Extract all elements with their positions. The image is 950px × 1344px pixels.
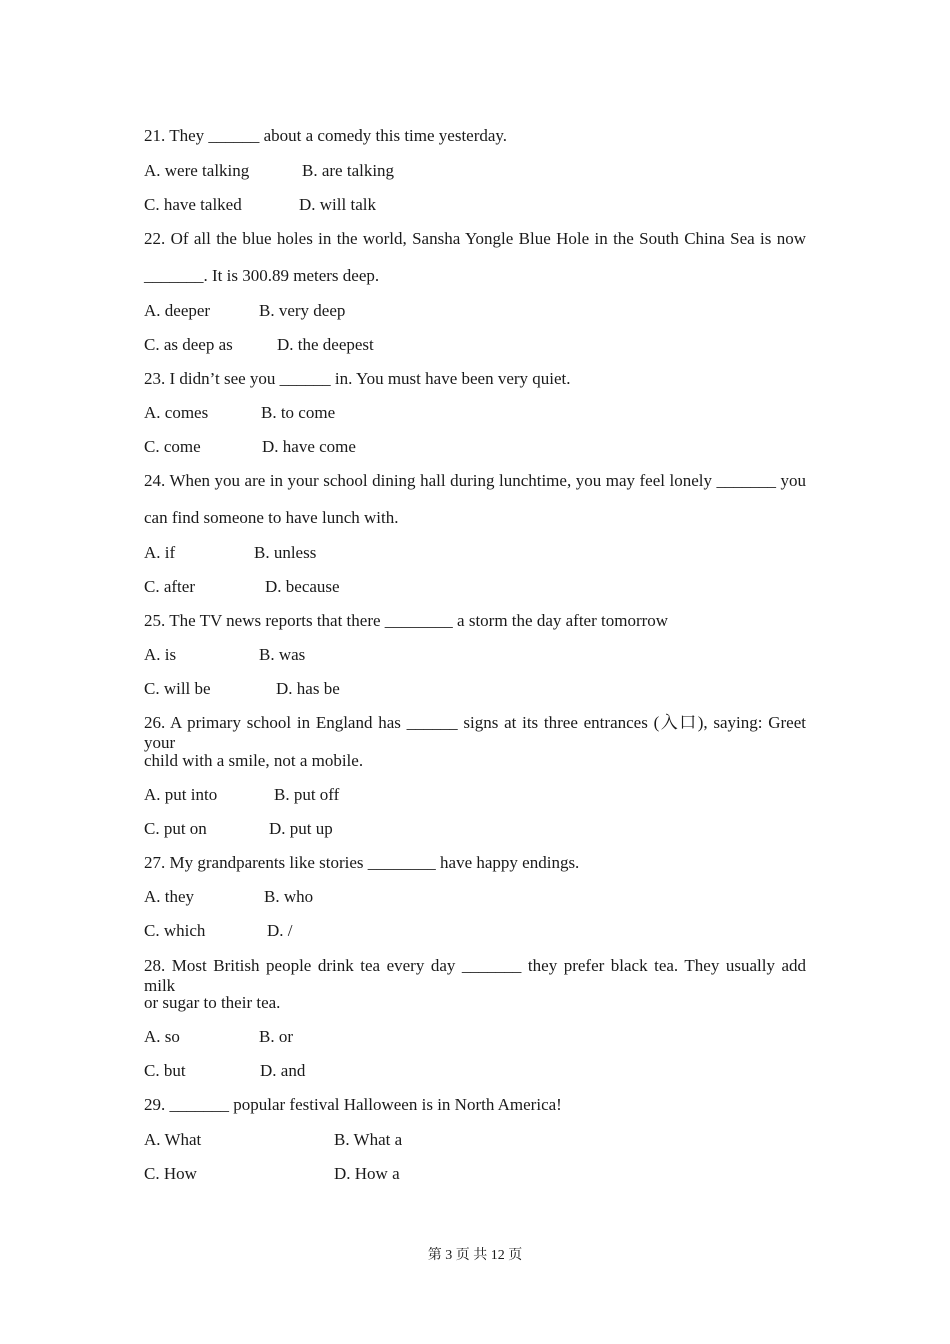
question-22-options-row-1 [144,301,346,321]
question-24-stem-line-1: 24. When you are in your school dining hall during lunchtime, you may feel lonely _______ you [144,471,806,490]
question-23-options-row-2 [144,437,356,457]
question-26-options-row-2 [144,819,333,839]
question-28-options-row-1 [144,1027,293,1047]
question-25-option-d: D. has be [276,679,340,698]
question-21-option-a: A. were talking [144,161,250,180]
question-27-option-c: C. which [144,921,206,940]
question-26-stem-line-2: child with a smile, not a mobile. [144,751,364,770]
question-21-options-row-1 [144,161,395,181]
question-22-option-b: B. very deep [259,301,346,320]
question-26-options-row-1 [144,785,340,805]
question-21-option-d: D. will talk [299,195,376,214]
question-24-stem-line-2: can find someone to have lunch with. [144,508,399,527]
question-24-option-b: B. unless [254,543,317,562]
question-25-stem: 25. The TV news reports that there ________ a storm the day after tomorrow [144,611,669,630]
question-22-option-d: D. the deepest [277,335,374,354]
question-25-options-row-2 [144,679,340,699]
question-26-option-c: C. put on [144,819,207,838]
question-28-option-b: B. or [259,1027,293,1046]
question-28-option-d: D. and [260,1061,306,1080]
question-29-option-c: C. How [144,1164,197,1183]
question-21-option-b: B. are talking [302,161,395,180]
question-22-option-a: A. deeper [144,301,211,320]
question-23-options-row-1 [144,403,336,423]
question-28-option-a: A. so [144,1027,180,1046]
question-29-options-row-2 [144,1164,400,1184]
question-23-option-b: B. to come [261,403,336,422]
question-22-option-c: C. as deep as [144,335,233,354]
question-22-options-row-2 [144,335,374,355]
question-27-options-row-2 [144,921,293,941]
question-24-option-c: C. after [144,577,195,596]
question-25-option-a: A. is [144,645,177,664]
question-24-options-row-1 [144,543,317,563]
page-footer: 第 3 页 共 12 页 [427,1248,523,1263]
question-22-stem-line-1: 22. Of all the blue holes in the world, Sansha Yongle Blue Hole in the South China Sea is now [144,229,806,248]
question-27-stem: 27. My grandparents like stories ________ have happy endings. [144,853,580,872]
question-25-options-row-1 [144,645,306,665]
question-26-stem-line-1: 26. A primary school in England has ______ signs at its three entrances (入口), saying: Greet your [144,713,806,752]
question-29-option-b: B. What a [334,1130,403,1149]
question-26-option-a: A. put into [144,785,218,804]
question-23-option-a: A. comes [144,403,209,422]
question-24-option-a: A. if [144,543,176,562]
question-21-options-row-2 [144,195,376,215]
question-23-stem: 23. I didn’t see you ______ in. You must have been very quiet. [144,369,571,388]
question-27-option-a: A. they [144,887,195,906]
question-29-options-row-1 [144,1130,403,1150]
question-29-stem: 29. _______ popular festival Halloween is in North America! [144,1095,562,1114]
question-22-stem-line-2: _______. It is 300.89 meters deep. [144,266,380,285]
question-27-option-d: D. / [267,921,293,940]
question-21-option-c: C. have talked [144,195,242,214]
question-23-option-c: C. come [144,437,201,456]
question-25-option-c: C. will be [144,679,211,698]
question-29-option-a: A. What [144,1130,202,1149]
question-23-option-d: D. have come [262,437,356,456]
question-29-option-d: D. How a [334,1164,400,1183]
question-28-options-row-2 [144,1061,306,1081]
question-27-option-b: B. who [264,887,314,906]
question-21-stem: 21. They ______ about a comedy this time yesterday. [144,126,508,145]
question-26-option-d: D. put up [269,819,333,838]
question-28-option-c: C. but [144,1061,186,1080]
question-26-option-b: B. put off [274,785,340,804]
question-28-stem-line-1: 28. Most British people drink tea every day _______ they prefer black tea. They usually add milk [144,956,806,995]
question-28-stem-line-2: or sugar to their tea. [144,993,281,1012]
question-24-option-d: D. because [265,577,340,596]
question-24-options-row-2 [144,577,340,597]
question-25-option-b: B. was [259,645,306,664]
question-27-options-row-1 [144,887,314,907]
